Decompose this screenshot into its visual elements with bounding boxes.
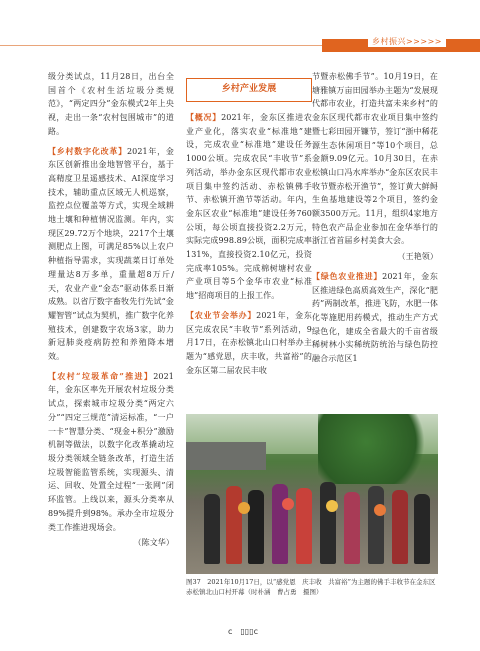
section-title-overview: 【概况】 bbox=[186, 112, 222, 122]
author-signature: （陈文华） bbox=[133, 538, 174, 548]
flower-basket bbox=[374, 504, 386, 516]
section-garbage bbox=[48, 370, 174, 534]
section-title-garbage: 【农村“垃圾革命”推进】 bbox=[48, 370, 154, 381]
section-festival bbox=[186, 309, 312, 378]
figure-caption: 图37 2021年10月17日，以“感党恩 庆丰收 共富裕”为主题的佛手丰收节在金东区赤松镇北山口村开幕（时朴涵 曹占勇 摄图） bbox=[186, 578, 436, 596]
text-column-1 bbox=[48, 70, 174, 550]
section-text-digital: 2021年，金东区创新推出金地智管平台，基于高精度卫星遥感技术、AI深度学习技术，辅助重点区域无人机巡察，监控点位覆盖等方式，实现全域耕地土壤和种植情况监测。年内，实现区29.72万个地块，2217个土壤测肥点上图，可满足85%以上农户种植指导需求，实现蔬菜日订单处理量达8万多单，重量超8万斤/天，农业产业“金态”驱动体系日渐成熟。以省厅数字畜牧先行先试“金耀智管”试点为契机，推广数字化养殖技术，创建数字农场3家，助力新冠肺炎疫病防控和养殖降本增效。 bbox=[48, 146, 175, 362]
section-title-festival: 【农业节会举办】 bbox=[186, 309, 257, 320]
flower-basket bbox=[238, 502, 250, 514]
flower-basket bbox=[282, 498, 294, 510]
person-figure bbox=[204, 494, 220, 564]
person-figure bbox=[296, 488, 312, 564]
header-strip bbox=[0, 0, 480, 40]
section-digital bbox=[48, 145, 174, 364]
section-text-festival: 2021年，金东区完成农民“丰收节”系列活动，9月17日，在赤松镇北山口村举办主题为“感党恩，庆丰收，共富裕”的金东区第二届农民丰收 bbox=[186, 310, 312, 375]
author-signature: （王艳领） bbox=[397, 252, 438, 262]
person-figure bbox=[414, 494, 430, 564]
person-figure bbox=[344, 492, 360, 564]
text-column-2 bbox=[186, 70, 312, 377]
section-text-green: 2021年，金东区推进绿色高质高效生产，深化“肥药”两制改革，推进飞防，水肥一体化等施肥用药模式，推动生产方式绿色化，建成全省最大的千亩省级稀树林小实稀统防统治与绿色防控融合示范区1 bbox=[312, 271, 438, 364]
person-figure bbox=[320, 482, 336, 564]
paragraph-festival-continued: 节暨赤松佛手节”。10月19日，在塘雅镇万亩田园举办主题为“发展现代都市农业，打造共富未来乡村”的金东区现代都市农业项目集中签约暨七彩田园开镰节，签订“浙中稀花源生态休闲项目”等10个项目，总金额9.09亿元。10月30日，在赤松镇山口冯水库举办“金东区农民丰收节暨赤松开渔节”，签订黄大鲜鲟生鱼基地建设等2个项目，签约金额3500万元。11月，组织4家地方特色农产品企业参加在金华举行的浙江省首届乡村美食大会。 bbox=[312, 72, 438, 246]
section-heading-box: 乡村产业发展 bbox=[186, 78, 312, 102]
person-figure bbox=[368, 486, 384, 564]
page-number: c ▯▯▯c bbox=[228, 627, 259, 636]
section-header-label: 乡村振兴>>>>> bbox=[368, 36, 446, 47]
section-text-garbage: 2021年，金东区率先开展农村垃圾分类试点，探索城市垃圾分类“两定六分”“四定三规范”清运标准，“一户一卡”智慧分类、“现金+积分”激励机制等做法，以数字化改革撬动垃圾分类领域全链条改革，打造生活垃圾智能监管系统，实现源头、清运、回收、处置全过程“一张网”闭环监管。上线以来，源头分类率从89%提升到98%。承办全市垃圾分类工作推进现场会。 bbox=[48, 371, 174, 532]
person-figure bbox=[226, 486, 242, 564]
person-figure bbox=[392, 490, 408, 564]
section-title-digital: 【乡村数字化改革】 bbox=[48, 145, 127, 156]
section-overview bbox=[186, 111, 312, 303]
paragraph-intro: 级分类试点，11月28日，出台全国首个《农村生活垃圾分类规范》，“两定四分”金东模式2年上央视，走出一条“农村包围城市”的道路。 bbox=[48, 72, 174, 136]
section-text-overview: 2021年，金东区推进农业产业化，落实农业“标准地”建设，完成农业“标准地”建设任务1000公顷。完成农民“丰收节”系列活动，举办金东区现代都市农业项目集中签约活动、赤松镇佛手节、赤松镇开渔节等活动。年内，金东区农业“标准地”建设任务760公顷，每公顷直接投资2.2万元，实际完成998.89公顷，面积完成率131%，直接投资2.10亿元，投资完成率105%。完成棉树塘村农业产业项目等5个金华市农业“标准地”招商项目的上报工作。 bbox=[186, 113, 312, 301]
festival-photo bbox=[186, 414, 438, 574]
section-green bbox=[312, 270, 438, 366]
section-title-green: 【绿色农业推进】 bbox=[312, 270, 383, 281]
person-figure bbox=[248, 490, 264, 564]
text-column-3 bbox=[312, 70, 438, 366]
person-figure bbox=[272, 484, 288, 564]
flower-basket bbox=[326, 500, 338, 512]
